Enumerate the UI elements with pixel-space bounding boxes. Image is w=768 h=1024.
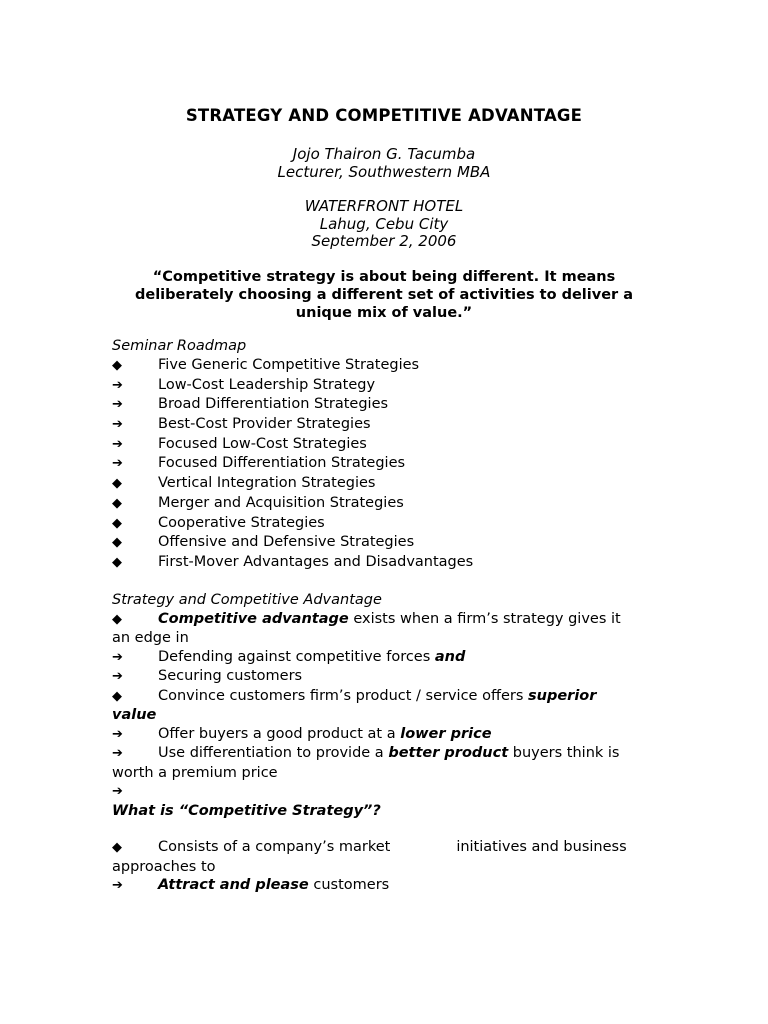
arrow-icon: ➔ <box>112 726 123 742</box>
arrow-icon: ➔ <box>112 746 123 761</box>
roadmap-item: Broad Differentiation Strategies <box>158 396 389 413</box>
arrow-icon: ➔ <box>112 649 123 665</box>
attract-item <box>112 876 648 896</box>
advantage-heading: Strategy and Competitive Advantage <box>112 592 382 608</box>
emphasis-text: better product <box>388 745 509 761</box>
emphasis-text: and <box>434 648 466 665</box>
diamond-icon: ◆ <box>112 476 122 492</box>
body-text: approaches to <box>112 858 216 875</box>
quote-line: “Competitive strategy is about being different. It means <box>152 269 616 285</box>
diamond-icon: ◆ <box>112 515 122 531</box>
body-text: customers <box>308 877 390 893</box>
spacer <box>112 820 648 838</box>
convince-item <box>112 687 648 725</box>
offer-item <box>112 725 648 745</box>
quote-line: unique mix of value.” <box>295 305 473 321</box>
body-text: Use differentiation to provide a <box>158 745 389 761</box>
roadmap-item: First-Mover Advantages and Disadvantages <box>158 553 474 570</box>
roadmap-item: Focused Low-Cost Strategies <box>158 435 367 452</box>
emphasis-text: Competitive advantage <box>158 610 349 627</box>
body-text: an edge in <box>112 630 189 646</box>
quote-block <box>104 268 664 322</box>
diamond-icon: ◆ <box>112 358 122 373</box>
venue-city: Lahug, Cebu City <box>319 214 449 233</box>
what-is-heading: What is “Competitive Strategy”? <box>112 802 381 819</box>
venue-name: WATERFRONT HOTEL <box>304 197 464 215</box>
roadmap-item: Focused Differentiation Strategies <box>158 455 406 472</box>
body-text: buyers think is <box>508 745 620 761</box>
body-text: worth a premium price <box>112 764 278 781</box>
page-title: STRATEGY AND COMPETITIVE ADVANTAGE <box>185 106 583 125</box>
venue-block <box>0 198 768 251</box>
diamond-icon: ◆ <box>112 840 122 855</box>
roadmap-item: Five Generic Competitive Strategies <box>158 357 420 373</box>
competitive-advantage-item <box>112 610 648 648</box>
arrow-icon: ➔ <box>112 436 123 452</box>
arrow-icon: ➔ <box>112 669 123 684</box>
diamond-icon: ◆ <box>112 611 122 627</box>
diamond-icon: ◆ <box>112 495 122 511</box>
event-date: September 2, 2006 <box>311 232 457 250</box>
body-text: Convince customers firm’s product / service offers <box>158 687 528 704</box>
consists-item <box>112 838 648 876</box>
defending-item <box>112 648 648 668</box>
securing-item <box>112 667 648 687</box>
body-text: Securing customers <box>158 668 303 684</box>
body-text: initiatives and business <box>456 839 627 855</box>
body-text: Consists of a company’s market <box>158 839 391 855</box>
emphasis-text: superior <box>528 687 597 704</box>
roadmap-item: Low-Cost Leadership Strategy <box>158 376 376 393</box>
emphasis-text: value <box>112 707 157 723</box>
roadmap-item: Merger and Acquisition Strategies <box>158 494 404 511</box>
quote-line: deliberately choosing a different set of activities to deliver a <box>134 287 634 303</box>
body-text: Defending against competitive forces <box>158 648 435 665</box>
roadmap-item: Cooperative Strategies <box>158 514 325 531</box>
diamond-icon: ◆ <box>112 688 122 704</box>
roadmap-item: Best-Cost Provider Strategies <box>158 416 371 433</box>
author-role: Lecturer, Southwestern MBA <box>277 162 491 181</box>
emphasis-text: Attract and please <box>158 877 309 893</box>
roadmap-heading: Seminar Roadmap <box>112 338 247 354</box>
diamond-icon: ◆ <box>112 535 122 551</box>
arrow-icon: ➔ <box>112 784 123 799</box>
roadmap-item: Offensive and Defensive Strategies <box>158 534 415 551</box>
arrow-icon: ➔ <box>112 397 123 413</box>
body-text: Offer buyers a good product at a <box>158 725 401 742</box>
arrow-icon: ➔ <box>112 417 123 433</box>
emphasis-text: lower price <box>400 725 492 742</box>
empty-arrow-item <box>112 782 648 802</box>
author-block <box>0 146 768 181</box>
arrow-icon: ➔ <box>112 878 123 893</box>
roadmap-section <box>112 337 648 573</box>
author-name: Jojo Thairon G. Tacumba <box>292 145 476 163</box>
diamond-icon: ◆ <box>112 554 122 570</box>
roadmap-item: Vertical Integration Strategies <box>158 475 376 492</box>
differentiation-item <box>112 744 648 782</box>
arrow-icon: ➔ <box>112 377 123 393</box>
body-text: exists when a firm’s strategy gives it <box>348 610 621 627</box>
arrow-icon: ➔ <box>112 456 123 472</box>
advantage-section <box>112 591 648 896</box>
